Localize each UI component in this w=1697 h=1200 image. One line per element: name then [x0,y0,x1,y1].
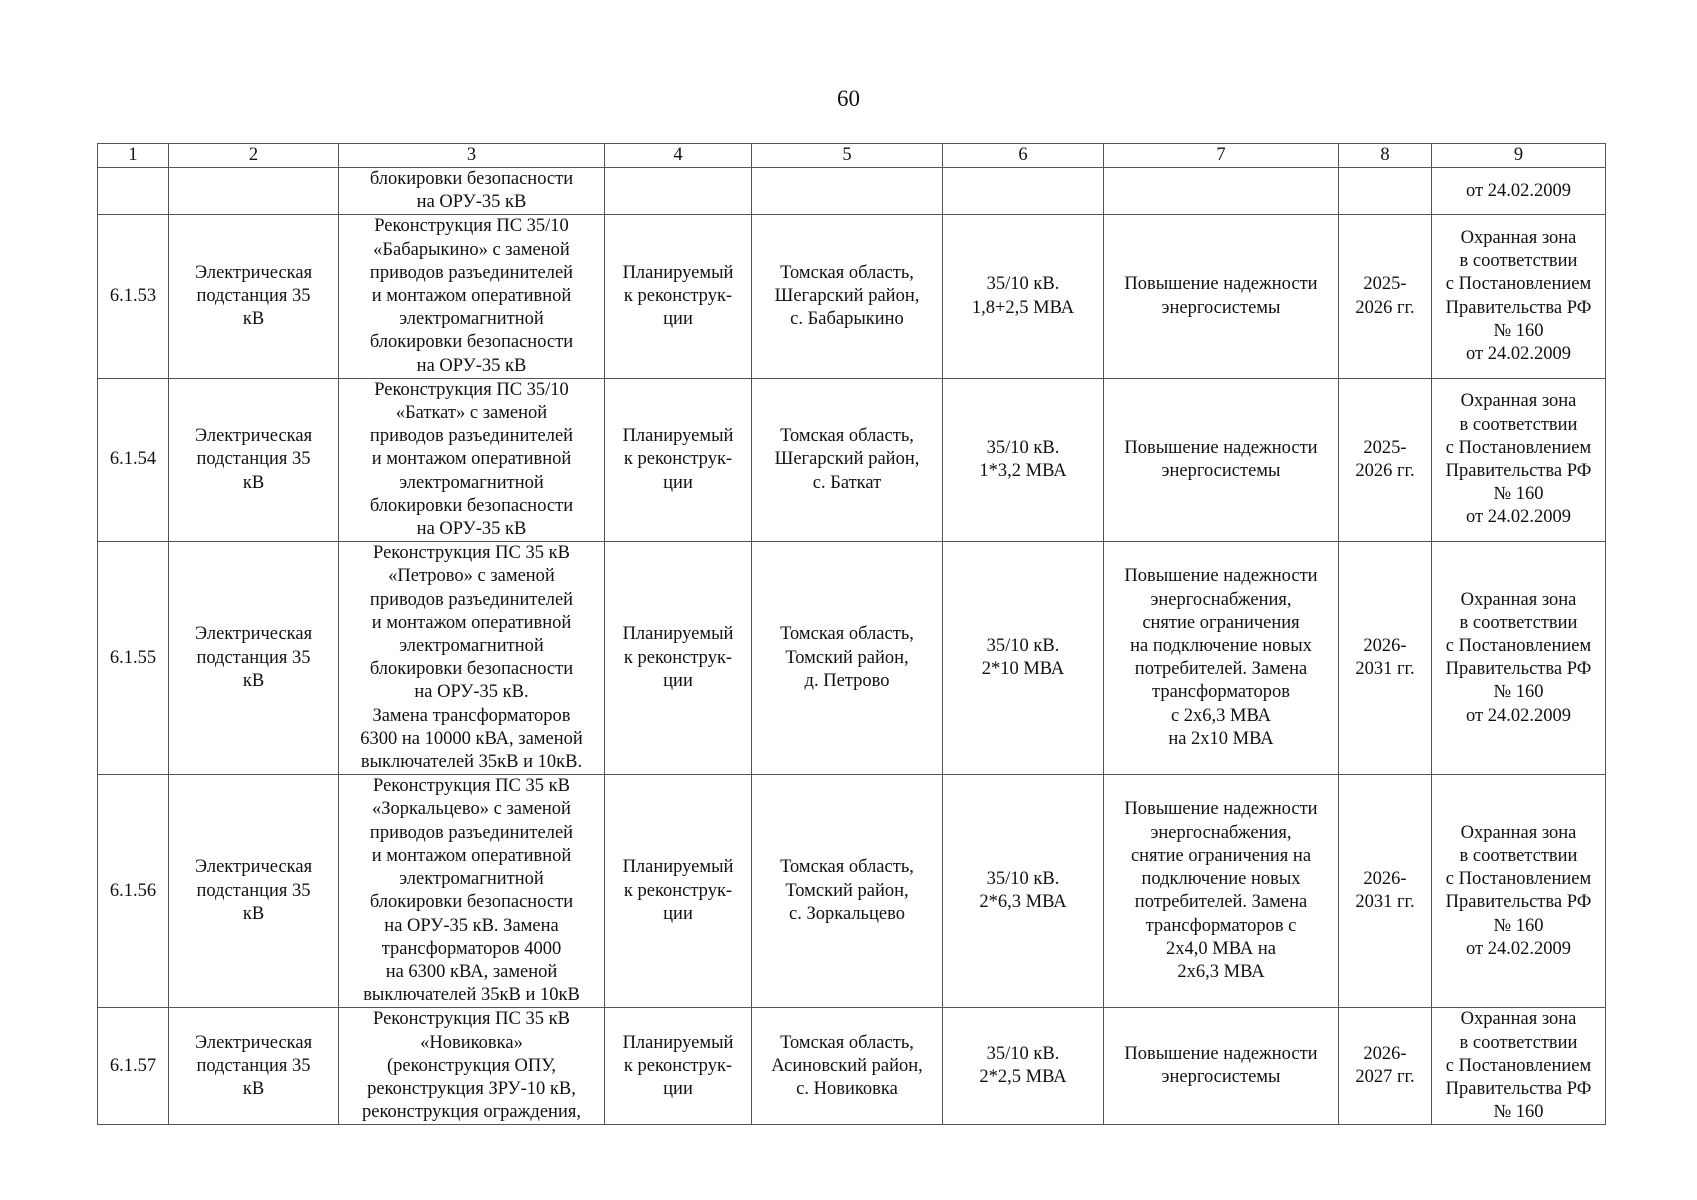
object-parameters [943,378,1104,541]
table-row [98,542,1606,775]
object-description-text: блокировки безопасности на ОРУ-35 кВ [369,169,574,213]
column-number: 7 [1104,144,1339,168]
object-name-text: Электрическая подстанция 35 кВ [194,624,313,691]
object-name [169,542,339,775]
implementation-period-text: 2026- 2027 гг. [1355,1044,1415,1088]
column-number: 3 [339,144,605,168]
object-description [339,542,605,775]
table-row [98,378,1606,541]
object-purpose-text: Повышение надежности энергосистемы [1124,437,1318,482]
row-number [98,775,169,1008]
object-location-text: Томская область, Томский район, д. Петрово [780,624,914,691]
row-number [98,215,169,378]
implementation-period [1339,168,1432,215]
object-name-text: Электрическая подстанция 35 кВ [194,262,313,330]
protection-zone-text: Охранная зона в соответствии с Постановлением Правительства РФ № 160 от 24.02.2009 [1445,589,1592,726]
page-number: 60 [837,86,860,111]
protection-zone [1432,215,1606,378]
object-description [339,775,605,1008]
object-description-text: Реконструкция ПС 35/10 «Баткат» с заменой приводов разъединителей и монтажом оперативной электромагнитной блокировки безопасности на ОРУ-35 кВ [369,379,574,540]
object-purpose [1104,775,1339,1008]
object-parameters [943,215,1104,378]
object-description-text: Реконструкция ПС 35 кВ «Петрово» с заменой приводов разъединителей и монтажом оперативной электромагнитной блокировки безопасности на ОРУ-35 кВ. Замена трансформаторов 6300 на 10000 кВА, заменой выключателей 35кВ и 10кВ. [360,543,583,773]
object-name [169,215,339,378]
object-parameters [943,168,1104,215]
object-parameters [943,775,1104,1008]
object-status [605,1008,752,1125]
object-name [169,775,339,1008]
object-location-text: Томская область, Шегарский район, с. Бабарыкино [774,262,920,330]
object-name-text: Электрическая подстанция 35 кВ [194,426,313,493]
object-parameters-text: 35/10 кВ. 1,8+2,5 МВА [971,274,1075,318]
protection-zone [1432,1008,1606,1125]
object-name [169,1008,339,1125]
row-number [98,168,169,215]
object-status-text: Планируемый к реконструк- ции [622,857,734,924]
object-purpose [1104,378,1339,541]
column-number: 6 [943,144,1104,168]
row-number-text: 6.1.55 [109,647,157,668]
object-status-text: Планируемый к реконструк- ции [622,1032,734,1099]
object-purpose-text: Повышение надежности энергосистемы [1124,274,1318,318]
object-location-text: Томская область, Шегарский район, с. Баткат [774,426,920,493]
protection-zone-text: от 24.02.2009 [1466,180,1571,201]
object-parameters-text: 35/10 кВ. 2*6,3 МВА [979,869,1067,913]
object-location [752,378,943,541]
protection-zone [1432,168,1606,215]
object-parameters [943,542,1104,775]
protection-zone-text: Охранная зона в соответствии с Постановлением Правительства РФ № 160 [1445,1009,1592,1123]
protection-zone-text: Охранная зона в соответствии с Постановлением Правительства РФ № 160 от 24.02.2009 [1445,822,1592,959]
object-name-text: Электрическая подстанция 35 кВ [194,1032,313,1099]
column-number: 1 [98,144,169,168]
object-purpose [1104,215,1339,378]
implementation-period-text: 2025- 2026 гг. [1355,437,1415,482]
row-number-text: 6.1.53 [109,286,157,307]
object-description [339,1008,605,1125]
table-row [98,1008,1606,1125]
object-status [605,542,752,775]
object-status [605,168,752,215]
object-status [605,775,752,1008]
object-location [752,1008,943,1125]
row-number-text: 6.1.56 [109,880,157,901]
object-purpose [1104,168,1339,215]
table-row [98,215,1606,378]
object-parameters-text: 35/10 кВ. 2*10 МВА [981,636,1065,680]
row-number [98,1008,169,1125]
protection-zone-text: Охранная зона в соответствии с Постановлением Правительства РФ № 160 от 24.02.2009 [1445,391,1592,528]
object-description [339,378,605,541]
object-description [339,215,605,378]
object-name-text: Электрическая подстанция 35 кВ [194,857,313,924]
object-status [605,378,752,541]
implementation-period [1339,378,1432,541]
object-location [752,775,943,1008]
protection-zone-text: Охранная зона в соответствии с Постановлением Правительства РФ № 160 от 24.02.2009 [1445,228,1592,365]
implementation-period-text: 2026- 2031 гг. [1355,869,1415,913]
implementation-period [1339,775,1432,1008]
protection-zone [1432,542,1606,775]
column-number: 9 [1432,144,1606,168]
object-location [752,542,943,775]
object-purpose-text: Повышение надежности энергоснабжения, снятие ограничения на подключение новых потребителей. Замена трансформаторов с 2х4,0 МВА на 2х6,3 МВА [1124,799,1318,982]
protection-zone [1432,378,1606,541]
object-location [752,168,943,215]
implementation-period [1339,542,1432,775]
column-number: 4 [605,144,752,168]
object-status [605,215,752,378]
column-number-row [98,144,1606,168]
object-status-text: Планируемый к реконструк- ции [622,262,734,330]
object-description-text: Реконструкция ПС 35 кВ «Зоркальцево» с заменой приводов разъединителей и монтажом оперативной электромагнитной блокировки безопасности на ОРУ-35 кВ. Замена трансформаторов 4000 на 6300 кВА, заменой выключателей 35кВ и 10кВ [363,776,580,1006]
object-name [169,168,339,215]
protection-zone [1432,775,1606,1008]
table-row [98,775,1606,1008]
object-status-text: Планируемый к реконструк- ции [622,426,734,493]
implementation-period [1339,1008,1432,1125]
column-number: 5 [752,144,943,168]
object-purpose [1104,1008,1339,1125]
object-purpose-text: Повышение надежности энергоснабжения, снятие ограничения на подключение новых потребителей. Замена трансформаторов с 2х6,3 МВА на 2х10 МВА [1124,566,1318,749]
object-description [339,168,605,215]
column-number: 8 [1339,144,1432,168]
implementation-period-text: 2026- 2031 гг. [1355,636,1415,680]
row-number-text: 6.1.57 [109,1055,157,1076]
object-location-text: Томская область, Томский район, с. Зоркальцево [780,857,914,924]
object-parameters [943,1008,1104,1125]
object-purpose [1104,542,1339,775]
implementation-period [1339,215,1432,378]
object-name [169,378,339,541]
object-status-text: Планируемый к реконструк- ции [622,624,734,691]
object-location [752,215,943,378]
object-parameters-text: 35/10 кВ. 1*3,2 МВА [979,437,1067,482]
row-number-text: 6.1.54 [109,449,157,470]
object-location-text: Томская область, Асиновский район, с. Новиковка [771,1032,923,1099]
object-description-text: Реконструкция ПС 35 кВ «Новиковка» (реконструкция ОПУ, реконструкция ЗРУ-10 кВ, реконструкция ограждения, [361,1009,581,1123]
object-description-text: Реконструкция ПС 35/10 «Бабарыкино» с заменой приводов разъединителей и монтажом оперативной электромагнитной блокировки безопасности на ОРУ-35 кВ [369,216,574,376]
implementation-period-text: 2025- 2026 гг. [1355,274,1415,318]
table-row [98,168,1606,215]
row-number [98,378,169,541]
object-purpose-text: Повышение надежности энергосистемы [1124,1044,1318,1088]
object-parameters-text: 35/10 кВ. 2*2,5 МВА [979,1044,1067,1088]
document-table [97,143,1606,1125]
row-number [98,542,169,775]
column-number: 2 [169,144,339,168]
